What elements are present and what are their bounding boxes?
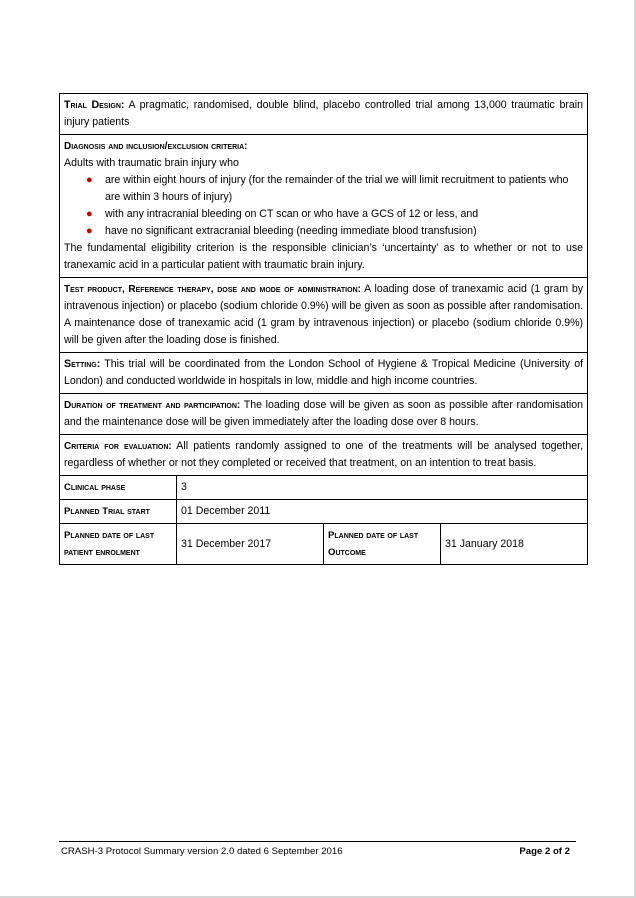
- last-outcome-value: 31 January 2018: [441, 524, 588, 565]
- footer-document-title: CRASH-3 Protocol Summary version 2.0 dated 6 September 2016: [61, 846, 343, 857]
- test-product-label: Test product, Reference therapy, dose and mode of administration:: [64, 284, 361, 295]
- last-outcome-label: Planned date of last Outcome: [328, 530, 419, 558]
- trial-design-cell: [60, 94, 588, 135]
- eligibility-closing-text: The fundamental eligibility criterion is the responsible clinician’s ‘uncertainty’ as to whether or not to use tranexamic acid in a particular patient with traumatic brain injury.: [64, 242, 584, 271]
- clinical-phase-label: Clinical phase: [64, 482, 126, 493]
- planned-dates-row: [60, 524, 588, 565]
- planned-start-value: 01 December 2011: [177, 500, 588, 524]
- planned-start-label: Planned Trial start: [64, 506, 150, 517]
- test-product-text: A loading dose of tranexamic acid (1 gram by intravenous injection) or placebo (sodium chloride 0.9%) will be given as soon as possible after randomisation. A maintenance dose of tranexamic acid (1 gram by intravenous injection) or placebo (sodium chloride 0.9%) will be given after the loading dose is finished.: [64, 283, 584, 346]
- diagnosis-intro: Adults with traumatic brain injury who: [64, 157, 239, 169]
- diagnosis-label: Diagnosis and inclusion/exclusion criteria:: [64, 141, 248, 152]
- criteria-evaluation-text: All patients randomly assigned to one of the treatments will be analysed together, regardless of whether or not they completed or received that treatment, on an intention to treat basis.: [64, 440, 584, 469]
- duration-label: Duration of treatment and participation:: [64, 400, 241, 411]
- diagnosis-row: [60, 135, 588, 278]
- criteria-evaluation-label: Criteria for evaluation:: [64, 441, 172, 452]
- last-enrolment-label-cell: [60, 524, 177, 565]
- last-enrolment-label: Planned date of last patient enrolment: [64, 530, 155, 558]
- criteria-item-text: are within eight hours of injury (for the remainder of the trial we will limit recruitment to patients who are within 3 hours of injury): [105, 174, 569, 203]
- list-item: [86, 206, 583, 223]
- planned-start-row: [60, 500, 588, 524]
- setting-row: [60, 353, 588, 394]
- test-product-row: [60, 278, 588, 353]
- clinical-phase-value: 3: [177, 476, 588, 500]
- criteria-evaluation-cell: [60, 435, 588, 476]
- diagnosis-cell: [60, 135, 588, 278]
- criteria-evaluation-row: [60, 435, 588, 476]
- trial-design-row: [60, 94, 588, 135]
- clinical-phase-label-cell: [60, 476, 177, 500]
- duration-row: [60, 394, 588, 435]
- trial-design-text: A pragmatic, randomised, double blind, placebo controlled trial among 13,000 traumatic brain injury patients: [64, 99, 584, 128]
- duration-cell: [60, 394, 588, 435]
- footer-page-number: Page 2 of 2: [519, 846, 570, 857]
- duration-text: The loading dose will be given as soon as possible after randomisation and the maintenance dose will be given immediately after the loading dose over 8 hours.: [64, 399, 584, 428]
- last-enrolment-value: 31 December 2017: [177, 524, 324, 565]
- criteria-item-text: with any intracranial bleeding on CT scan or who have a GCS of 12 or less, and: [105, 208, 479, 220]
- footer-divider: [59, 841, 576, 842]
- last-outcome-label-cell: [324, 524, 441, 565]
- setting-text: This trial will be coordinated from the London School of Hygiene & Tropical Medicine (University of London) and conducted worldwide in hospitals in low, middle and high income countries.: [64, 358, 584, 387]
- bullet-icon: ●: [86, 174, 93, 186]
- inclusion-criteria-list: [64, 172, 583, 240]
- setting-cell: [60, 353, 588, 394]
- test-product-cell: [60, 278, 588, 353]
- protocol-summary-table: [59, 93, 588, 565]
- bullet-icon: ●: [86, 208, 93, 220]
- list-item: [86, 223, 583, 240]
- planned-start-label-cell: [60, 500, 177, 524]
- trial-design-label: Trial Design:: [64, 99, 125, 111]
- list-item: [86, 172, 583, 206]
- criteria-item-text: have no significant extracranial bleeding (needing immediate blood transfusion): [105, 225, 477, 237]
- setting-label: Setting:: [64, 358, 101, 370]
- bullet-icon: ●: [86, 225, 93, 237]
- clinical-phase-row: [60, 476, 588, 500]
